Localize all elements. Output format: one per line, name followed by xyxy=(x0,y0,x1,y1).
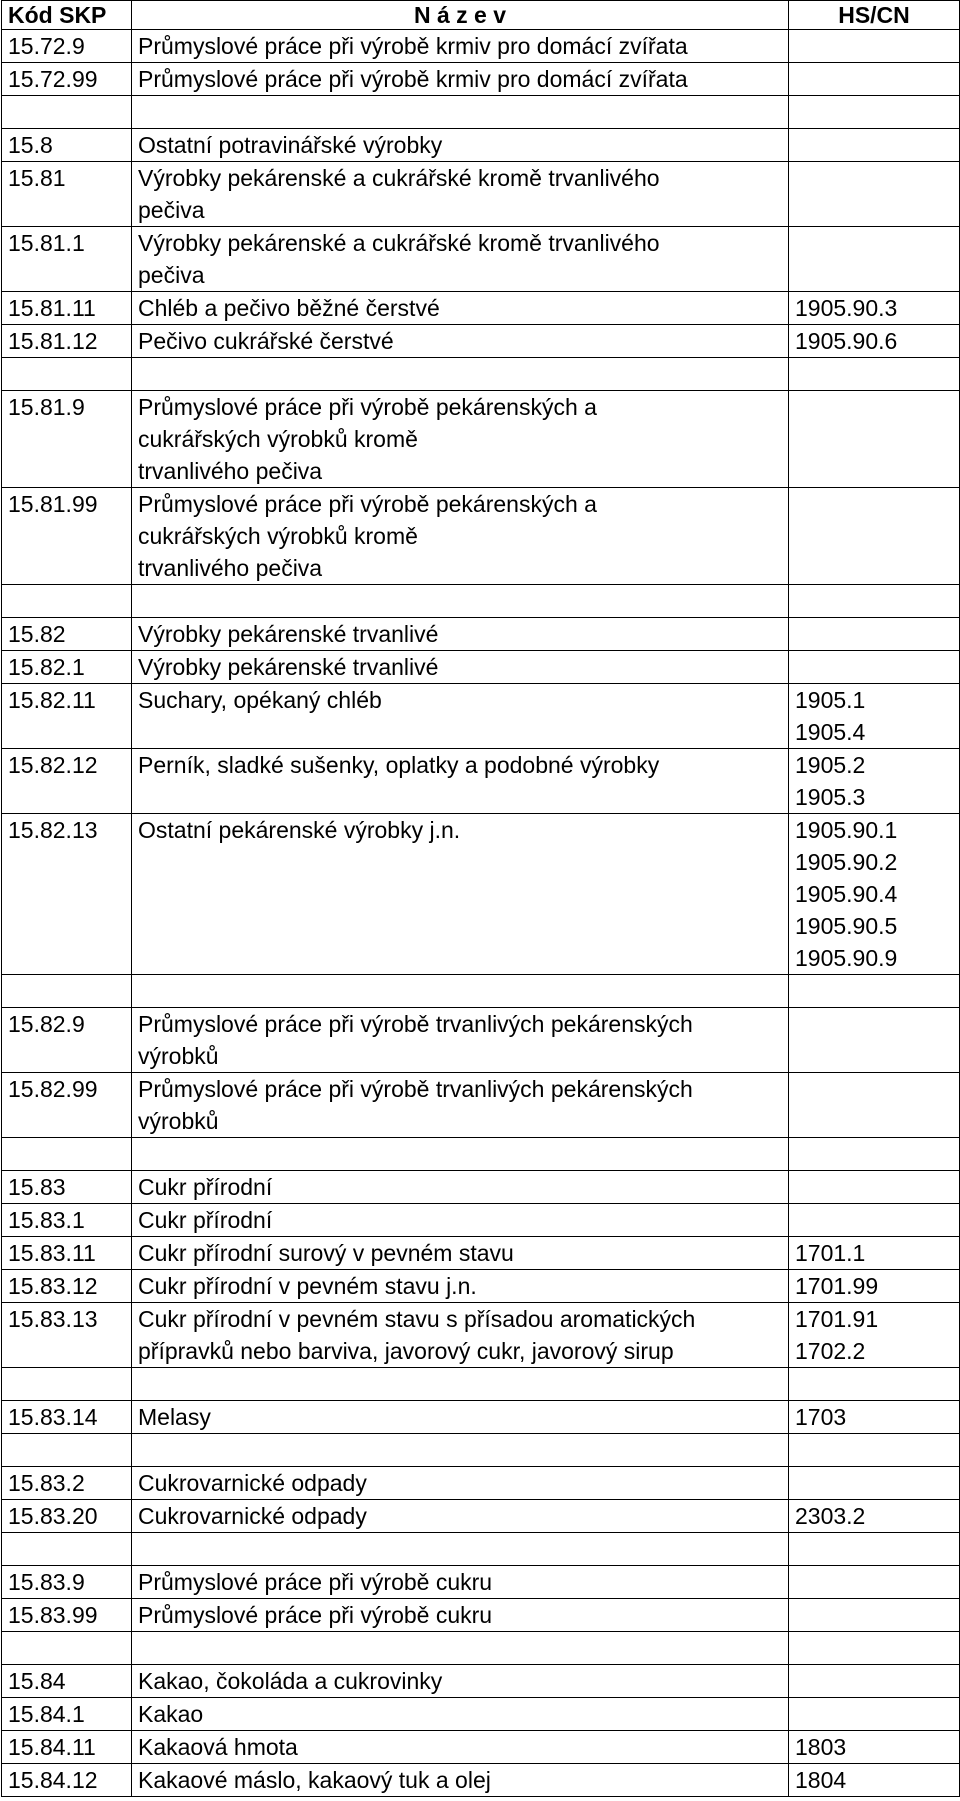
cell-name: Cukr přírodní xyxy=(132,1204,789,1237)
cell-name: Průmyslové práce při výrobě trvanlivých pekárenských výrobků xyxy=(132,1073,789,1138)
cell-hs-cn: 1804 xyxy=(789,1764,960,1797)
table-row xyxy=(2,684,960,749)
cell-name xyxy=(132,1632,789,1665)
cell-code: 15.83.12 xyxy=(2,1270,132,1303)
cell-name: Průmyslové práce při výrobě pekárenských a cukrářských výrobků kromě trvanlivého pečiva xyxy=(132,391,789,488)
cell-code xyxy=(2,1434,132,1467)
cell-name: Výrobky pekárenské a cukrářské kromě trvanlivého pečiva xyxy=(132,162,789,227)
header-name: N á z e v xyxy=(132,1,789,30)
cell-hs-cn xyxy=(789,585,960,618)
cell-hs-cn xyxy=(789,1368,960,1401)
cell-hs-cn xyxy=(789,63,960,96)
table-row xyxy=(2,1632,960,1665)
table-row xyxy=(2,651,960,684)
cell-code xyxy=(2,975,132,1008)
cell-hs-cn: 1803 xyxy=(789,1731,960,1764)
cell-hs-cn xyxy=(789,1698,960,1731)
cell-hs-cn: 1701.99 xyxy=(789,1270,960,1303)
table-row xyxy=(2,1467,960,1500)
table-row xyxy=(2,1698,960,1731)
cell-name: Výrobky pekárenské trvanlivé xyxy=(132,618,789,651)
cell-name xyxy=(132,1434,789,1467)
table-row xyxy=(2,129,960,162)
table-header-row xyxy=(2,1,960,30)
cell-code: 15.81.11 xyxy=(2,292,132,325)
table-row xyxy=(2,1731,960,1764)
cell-hs-cn: 1905.90.6 xyxy=(789,325,960,358)
cell-name xyxy=(132,585,789,618)
cell-code: 15.83.14 xyxy=(2,1401,132,1434)
cell-name: Chléb a pečivo běžné čerstvé xyxy=(132,292,789,325)
cell-hs-cn xyxy=(789,488,960,585)
cell-code xyxy=(2,1533,132,1566)
cell-code xyxy=(2,1138,132,1171)
cell-hs-cn xyxy=(789,1665,960,1698)
header-code: Kód SKP xyxy=(2,1,132,30)
cell-name: Průmyslové práce při výrobě pekárenských a cukrářských výrobků kromě trvanlivého pečiva xyxy=(132,488,789,585)
table-row xyxy=(2,1368,960,1401)
cell-code: 15.84.1 xyxy=(2,1698,132,1731)
cell-hs-cn: 1905.90.1 1905.90.2 1905.90.4 1905.90.5 1905.90.9 xyxy=(789,814,960,975)
cell-hs-cn: 1701.1 xyxy=(789,1237,960,1270)
table-row xyxy=(2,1533,960,1566)
cell-name: Průmyslové práce při výrobě krmiv pro domácí zvířata xyxy=(132,63,789,96)
cell-code xyxy=(2,96,132,129)
cell-name: Ostatní pekárenské výrobky j.n. xyxy=(132,814,789,975)
table-row xyxy=(2,618,960,651)
table-row xyxy=(2,63,960,96)
cell-hs-cn xyxy=(789,1171,960,1204)
cell-code: 15.81.1 xyxy=(2,227,132,292)
cell-code: 15.84.11 xyxy=(2,1731,132,1764)
cell-code: 15.82 xyxy=(2,618,132,651)
cell-hs-cn: 2303.2 xyxy=(789,1500,960,1533)
cell-code: 15.81.12 xyxy=(2,325,132,358)
cell-code: 15.81.9 xyxy=(2,391,132,488)
table-row xyxy=(2,1303,960,1368)
cell-name: Kakao, čokoláda a cukrovinky xyxy=(132,1665,789,1698)
cell-name: Cukr přírodní v pevném stavu j.n. xyxy=(132,1270,789,1303)
table-row xyxy=(2,292,960,325)
cell-code xyxy=(2,1368,132,1401)
cell-name: Průmyslové práce při výrobě cukru xyxy=(132,1599,789,1632)
cell-hs-cn xyxy=(789,975,960,1008)
table-row xyxy=(2,358,960,391)
cell-code: 15.83.9 xyxy=(2,1566,132,1599)
table-row xyxy=(2,391,960,488)
table-row xyxy=(2,488,960,585)
cell-hs-cn xyxy=(789,1008,960,1073)
cell-hs-cn xyxy=(789,30,960,63)
cell-code: 15.83.99 xyxy=(2,1599,132,1632)
cell-code: 15.82.13 xyxy=(2,814,132,975)
cell-name: Výrobky pekárenské a cukrářské kromě trvanlivého pečiva xyxy=(132,227,789,292)
table-row xyxy=(2,975,960,1008)
cell-name: Kakaová hmota xyxy=(132,1731,789,1764)
cell-hs-cn xyxy=(789,618,960,651)
cell-code: 15.83.1 xyxy=(2,1204,132,1237)
table-row xyxy=(2,1764,960,1797)
cell-code: 15.83.13 xyxy=(2,1303,132,1368)
table-row xyxy=(2,814,960,975)
cell-hs-cn xyxy=(789,1599,960,1632)
cell-name xyxy=(132,975,789,1008)
cell-name xyxy=(132,358,789,391)
cell-hs-cn xyxy=(789,1467,960,1500)
cell-name: Ostatní potravinářské výrobky xyxy=(132,129,789,162)
table-row xyxy=(2,585,960,618)
cell-name: Cukr přírodní surový v pevném stavu xyxy=(132,1237,789,1270)
cell-name: Cukr přírodní v pevném stavu s přísadou aromatických přípravků nebo barviva, javorový cukr, javorový sirup xyxy=(132,1303,789,1368)
cell-hs-cn: 1905.90.3 xyxy=(789,292,960,325)
table-row xyxy=(2,1665,960,1698)
cell-code: 15.84 xyxy=(2,1665,132,1698)
cell-hs-cn xyxy=(789,391,960,488)
cell-code: 15.83.11 xyxy=(2,1237,132,1270)
cell-hs-cn xyxy=(789,1533,960,1566)
table-row xyxy=(2,30,960,63)
cell-name: Průmyslové práce při výrobě trvanlivých pekárenských výrobků xyxy=(132,1008,789,1073)
cell-name: Pečivo cukrářské čerstvé xyxy=(132,325,789,358)
cell-code: 15.82.1 xyxy=(2,651,132,684)
cell-code: 15.72.9 xyxy=(2,30,132,63)
cell-hs-cn xyxy=(789,1632,960,1665)
cell-code: 15.83.2 xyxy=(2,1467,132,1500)
cell-code: 15.83 xyxy=(2,1171,132,1204)
table-row xyxy=(2,1138,960,1171)
table-row xyxy=(2,1599,960,1632)
cell-hs-cn xyxy=(789,1073,960,1138)
table-row xyxy=(2,227,960,292)
skp-classification-table xyxy=(1,0,960,1797)
cell-hs-cn: 1905.1 1905.4 xyxy=(789,684,960,749)
cell-hs-cn: 1905.2 1905.3 xyxy=(789,749,960,814)
cell-code xyxy=(2,585,132,618)
cell-name: Kakao xyxy=(132,1698,789,1731)
cell-name: Cukr přírodní xyxy=(132,1171,789,1204)
cell-hs-cn xyxy=(789,1566,960,1599)
cell-name xyxy=(132,1368,789,1401)
table-row xyxy=(2,1401,960,1434)
cell-name: Melasy xyxy=(132,1401,789,1434)
cell-hs-cn: 1701.91 1702.2 xyxy=(789,1303,960,1368)
table-row xyxy=(2,749,960,814)
cell-hs-cn xyxy=(789,96,960,129)
cell-name: Průmyslové práce při výrobě krmiv pro domácí zvířata xyxy=(132,30,789,63)
cell-hs-cn xyxy=(789,1138,960,1171)
table-row xyxy=(2,1434,960,1467)
table-row xyxy=(2,1073,960,1138)
cell-hs-cn xyxy=(789,651,960,684)
cell-code: 15.82.11 xyxy=(2,684,132,749)
table-row xyxy=(2,1237,960,1270)
cell-code: 15.8 xyxy=(2,129,132,162)
cell-hs-cn xyxy=(789,162,960,227)
cell-hs-cn xyxy=(789,1434,960,1467)
cell-name: Výrobky pekárenské trvanlivé xyxy=(132,651,789,684)
cell-name: Cukrovarnické odpady xyxy=(132,1500,789,1533)
cell-hs-cn xyxy=(789,227,960,292)
cell-hs-cn xyxy=(789,358,960,391)
cell-code xyxy=(2,1632,132,1665)
cell-code: 15.84.12 xyxy=(2,1764,132,1797)
cell-code: 15.82.9 xyxy=(2,1008,132,1073)
cell-code xyxy=(2,358,132,391)
cell-name: Perník, sladké sušenky, oplatky a podobné výrobky xyxy=(132,749,789,814)
cell-name: Suchary, opékaný chléb xyxy=(132,684,789,749)
cell-hs-cn xyxy=(789,1204,960,1237)
cell-name: Cukrovarnické odpady xyxy=(132,1467,789,1500)
header-hs-cn: HS/CN xyxy=(789,1,960,30)
cell-name xyxy=(132,1138,789,1171)
cell-hs-cn: 1703 xyxy=(789,1401,960,1434)
cell-code: 15.72.99 xyxy=(2,63,132,96)
table-row xyxy=(2,1008,960,1073)
cell-name: Průmyslové práce při výrobě cukru xyxy=(132,1566,789,1599)
table-row xyxy=(2,1171,960,1204)
cell-hs-cn xyxy=(789,129,960,162)
table-row xyxy=(2,1204,960,1237)
cell-name xyxy=(132,1533,789,1566)
table-row xyxy=(2,1566,960,1599)
cell-code: 15.82.12 xyxy=(2,749,132,814)
table-row xyxy=(2,325,960,358)
cell-name: Kakaové máslo, kakaový tuk a olej xyxy=(132,1764,789,1797)
cell-code: 15.81 xyxy=(2,162,132,227)
table-row xyxy=(2,1270,960,1303)
cell-code: 15.83.20 xyxy=(2,1500,132,1533)
table-row xyxy=(2,162,960,227)
cell-code: 15.82.99 xyxy=(2,1073,132,1138)
table-row xyxy=(2,96,960,129)
table-row xyxy=(2,1500,960,1533)
cell-code: 15.81.99 xyxy=(2,488,132,585)
cell-name xyxy=(132,96,789,129)
table-body xyxy=(2,30,960,1797)
